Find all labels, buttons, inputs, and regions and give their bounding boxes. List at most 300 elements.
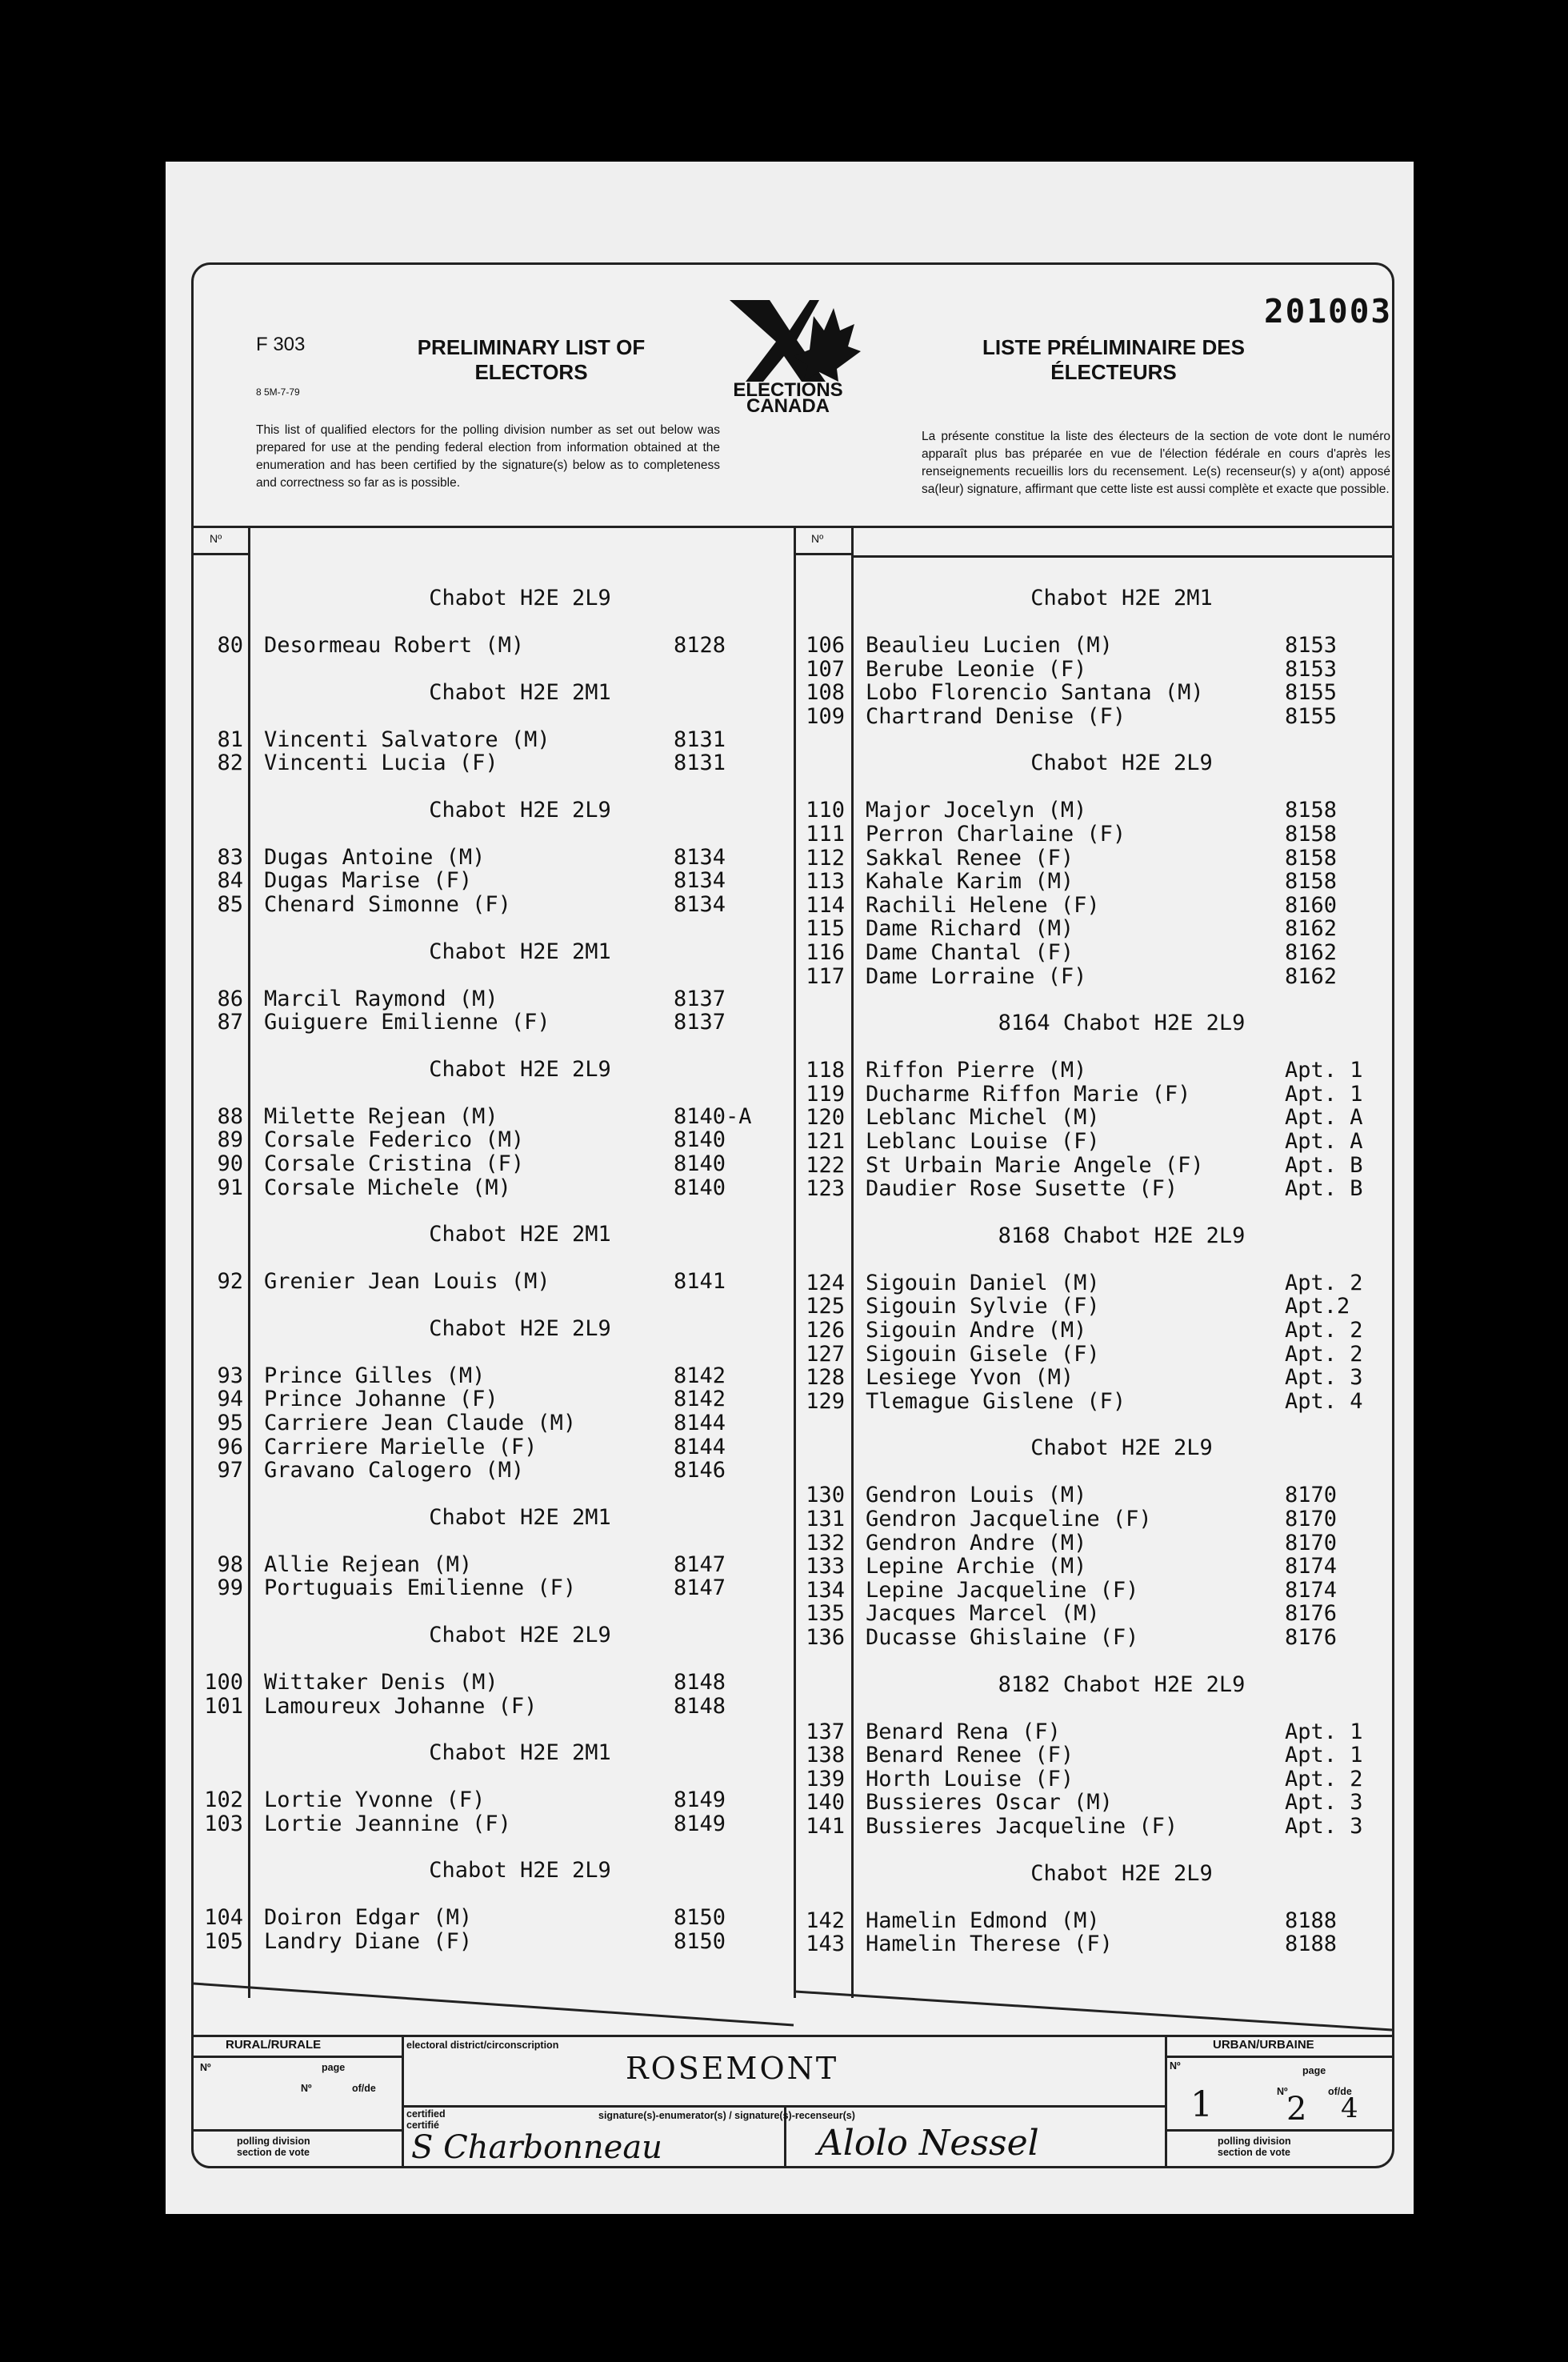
elector-number: 107 (806, 656, 845, 682)
elector-row (795, 1626, 1392, 1650)
certified-label-2: certifié (406, 2120, 439, 2131)
elector-address: 8148 (674, 1670, 726, 1695)
footer-rural-bottom (194, 2129, 403, 2132)
elector-address: Apt. B (1285, 1176, 1363, 1202)
elector-number: 81 (217, 727, 243, 752)
rural-no-label: Nº (200, 2062, 211, 2073)
title-french: LISTE PRÉLIMINAIRE DES ÉLECTEURS (982, 335, 1245, 384)
district-label: electoral district/circonscription (406, 2040, 559, 2051)
elector-name: Sigouin Daniel (M) (866, 1270, 1100, 1295)
elector-name: St Urbain Marie Angele (F) (866, 1152, 1204, 1178)
elector-address: 8188 (1285, 1932, 1338, 1957)
elector-address: 8174 (1285, 1577, 1338, 1603)
elector-name: Gravano Calogero (M) (264, 1458, 525, 1483)
elector-address: 8158 (1285, 822, 1338, 847)
elector-number: 130 (806, 1483, 845, 1508)
intro-english: This list of qualified electors for the polling division number as set out below was prepared for use at the pending federal election from information obtained at the enumeration and has been certified by the signature(s) below as to completeness and correctness so far as is possible. (256, 423, 720, 490)
elector-name: Sigouin Gisele (F) (866, 1341, 1100, 1367)
elector-name: Kahale Karim (M) (866, 869, 1074, 895)
elector-address: 8153 (1285, 633, 1338, 658)
elector-row (795, 1106, 1392, 1130)
elector-row (194, 1553, 792, 1577)
street-heading: Chabot H2E 2L9 (1030, 1435, 1213, 1461)
elector-row (795, 1602, 1392, 1626)
urban-page-no-label: Nº (1277, 2086, 1288, 2097)
elector-row (795, 1531, 1392, 1555)
elector-number: 143 (806, 1932, 845, 1957)
col-no-label-right: Nº (811, 532, 824, 545)
elector-address: 8170 (1285, 1507, 1338, 1531)
elector-address: Apt. A (1285, 1105, 1363, 1131)
elector-address: 8134 (674, 844, 726, 870)
elector-row (795, 1932, 1392, 1956)
elector-row (795, 1507, 1392, 1531)
table-top-rule (194, 526, 1392, 528)
elector-number: 93 (217, 1363, 243, 1388)
elector-row (194, 1176, 792, 1200)
logo-text-elections: ELECTIONS (733, 379, 843, 401)
serial-number: 201003 (1264, 292, 1393, 330)
elector-name: Ducasse Ghislaine (F) (866, 1625, 1139, 1650)
urban-label: URBAN/URBAINE (1213, 2038, 1314, 2052)
elector-number: 90 (217, 1151, 243, 1176)
elector-address: 8148 (674, 1693, 726, 1719)
elector-name: Chenard Simonne (F) (264, 892, 511, 917)
street-heading: Chabot H2E 2M1 (429, 679, 611, 705)
elector-row (795, 1154, 1392, 1178)
elector-name: Prince Johanne (F) (264, 1387, 498, 1412)
elector-name: Landry Diane (F) (264, 1929, 473, 1954)
elector-name: Doiron Edgar (M) (264, 1905, 473, 1931)
elector-name: Lamoureux Johanne (F) (264, 1693, 538, 1719)
elector-number: 139 (806, 1766, 845, 1792)
elector-address: 8140 (674, 1175, 726, 1200)
elector-address: 8144 (674, 1411, 726, 1435)
elector-name: Marcil Raymond (M) (264, 986, 498, 1011)
urban-no-value: 1 (1190, 2084, 1213, 2125)
elector-name: Desormeau Robert (M) (264, 633, 525, 658)
elector-row (194, 634, 792, 658)
urban-page-value: 2 (1286, 2091, 1307, 2128)
elector-address: 8188 (1285, 1908, 1338, 1933)
elector-row (194, 1387, 792, 1411)
elector-address: 8150 (674, 1929, 726, 1954)
elector-address: 8137 (674, 986, 726, 1011)
elector-name: Gendron Andre (M) (866, 1530, 1087, 1555)
elector-address: 8153 (1285, 656, 1338, 682)
street-heading: Chabot H2E 2L9 (429, 1315, 611, 1341)
street-heading: Chabot H2E 2L9 (429, 586, 611, 611)
elector-number: 118 (806, 1058, 845, 1083)
elector-address: Apt. 1 (1285, 1719, 1363, 1744)
elector-address: 8170 (1285, 1530, 1338, 1555)
rural-page-no-label: Nº (301, 2083, 312, 2094)
elector-address: 8137 (674, 1010, 726, 1035)
elector-address: 8140-A (674, 1103, 752, 1129)
elector-address: 8162 (1285, 940, 1338, 965)
elector-row (194, 1671, 792, 1695)
elector-address: 8140 (674, 1127, 726, 1153)
elector-number: 103 (204, 1811, 243, 1836)
elector-row (194, 1152, 792, 1176)
elector-address: 8134 (674, 892, 726, 917)
elector-name: Gendron Louis (M) (866, 1483, 1087, 1508)
elector-name: Beaulieu Lucien (M) (866, 633, 1113, 658)
elector-address: 8134 (674, 868, 726, 894)
footer-top-rule (194, 2035, 1392, 2037)
elector-name: Perron Charlaine (F) (866, 822, 1126, 847)
elector-address: Apt. 3 (1285, 1790, 1363, 1816)
document-page (166, 162, 1414, 2214)
elector-name: Gendron Jacqueline (F) (866, 1507, 1152, 1531)
elector-name: Lortie Jeannine (F) (264, 1811, 511, 1836)
no-header-rule-right (795, 553, 853, 555)
elector-number: 122 (806, 1152, 845, 1178)
elector-address: 8149 (674, 1788, 726, 1813)
elector-row (795, 894, 1392, 918)
elector-number: 106 (806, 633, 845, 658)
elector-address: 8142 (674, 1387, 726, 1412)
elector-name: Prince Gilles (M) (264, 1363, 486, 1388)
elector-row (194, 893, 792, 917)
elector-name: Jacques Marcel (M) (866, 1601, 1100, 1627)
elector-name: Corsale Federico (M) (264, 1127, 525, 1153)
elector-row (795, 1390, 1392, 1414)
rural-page-label: page (322, 2062, 346, 2073)
elector-number: 132 (806, 1530, 845, 1555)
elector-name: Benard Rena (F) (866, 1719, 1061, 1744)
elector-row (194, 1364, 792, 1388)
elector-name: Berube Leonie (F) (866, 656, 1087, 682)
elector-number: 110 (806, 798, 845, 823)
elector-row (194, 1011, 792, 1035)
elector-name: Bussieres Oscar (M) (866, 1790, 1113, 1816)
elector-name: Major Jocelyn (M) (866, 798, 1087, 823)
elector-name: Dugas Marise (F) (264, 868, 473, 894)
elector-row (795, 1579, 1392, 1603)
elector-address: 8146 (674, 1458, 726, 1483)
elector-number: 94 (217, 1387, 243, 1412)
elector-row (795, 705, 1392, 729)
elector-row (795, 1791, 1392, 1815)
elector-number: 116 (806, 940, 845, 965)
certified-label-1: certified (406, 2108, 446, 2120)
elector-address: Apt. A (1285, 1129, 1363, 1154)
street-heading: Chabot H2E 2L9 (1030, 1860, 1213, 1886)
elector-number: 100 (204, 1670, 243, 1695)
elector-name: Carriere Jean Claude (M) (264, 1411, 577, 1435)
elector-address: 8158 (1285, 869, 1338, 895)
elector-row (795, 1366, 1392, 1390)
urban-polling-label-2: section de vote (1218, 2147, 1290, 2158)
elector-address: 8155 (1285, 680, 1338, 706)
elector-address: 8158 (1285, 798, 1338, 823)
form-frame (191, 262, 1394, 2168)
elector-row (795, 941, 1392, 965)
elector-address: Apt. 4 (1285, 1388, 1363, 1414)
elector-row (795, 917, 1392, 941)
elector-number: 87 (217, 1010, 243, 1035)
elector-name: Vincenti Salvatore (M) (264, 727, 550, 752)
elector-row (194, 1812, 792, 1836)
elector-address: 8131 (674, 727, 726, 752)
form-number: F 303 (256, 334, 306, 355)
elector-number: 111 (806, 822, 845, 847)
elector-number: 134 (806, 1577, 845, 1603)
elector-address: 8147 (674, 1575, 726, 1601)
elector-address: 8176 (1285, 1601, 1338, 1627)
street-heading: Chabot H2E 2L9 (429, 1056, 611, 1082)
street-heading: Chabot H2E 2M1 (429, 1740, 611, 1766)
elector-address: 8142 (674, 1363, 726, 1388)
elector-row (194, 1270, 792, 1294)
elector-number: 92 (217, 1269, 243, 1295)
elector-address: 8162 (1285, 963, 1338, 989)
elector-address: Apt. 3 (1285, 1814, 1363, 1839)
elector-address: 8176 (1285, 1625, 1338, 1650)
elector-row (795, 1295, 1392, 1319)
elector-row (795, 1059, 1392, 1083)
elector-row (795, 1815, 1392, 1839)
elector-number: 112 (806, 845, 845, 871)
elector-row (795, 681, 1392, 705)
elector-number: 82 (217, 751, 243, 776)
elector-name: Sigouin Andre (M) (866, 1318, 1087, 1343)
rural-polling-label-1: polling division (237, 2136, 310, 2147)
no-header-rule-left (194, 553, 250, 555)
elector-address: 8158 (1285, 845, 1338, 871)
street-heading: Chabot H2E 2M1 (429, 939, 611, 964)
elector-name: Dame Richard (M) (866, 916, 1074, 942)
elector-row (795, 1720, 1392, 1744)
elector-number: 85 (217, 892, 243, 917)
elector-row (795, 1909, 1392, 1933)
elector-number: 101 (204, 1693, 243, 1719)
elector-name: Horth Louise (F) (866, 1766, 1074, 1792)
elector-name: Allie Rejean (M) (264, 1551, 473, 1577)
elector-name: Leblanc Michel (M) (866, 1105, 1100, 1131)
urban-of-label: of/de (1328, 2086, 1352, 2097)
elector-address: Apt. 2 (1285, 1341, 1363, 1367)
elector-name: Milette Rejean (M) (264, 1103, 498, 1129)
urban-polling-label-1: polling division (1218, 2136, 1291, 2147)
elector-row (194, 751, 792, 775)
signature-one: S Charbonneau (411, 2129, 662, 2166)
elector-name: Leblanc Louise (F) (866, 1129, 1100, 1154)
elector-address: Apt. 2 (1285, 1766, 1363, 1792)
elector-row (795, 634, 1392, 658)
elector-number: 117 (806, 963, 845, 989)
footer-urban-bottom (1165, 2129, 1392, 2132)
elector-address: Apt. 2 (1285, 1318, 1363, 1343)
urban-page-label: page (1302, 2065, 1326, 2076)
elector-row (795, 1083, 1392, 1107)
elector-address: Apt. 1 (1285, 1743, 1363, 1768)
elector-row (795, 799, 1392, 823)
elector-number: 96 (217, 1434, 243, 1459)
elector-number: 142 (806, 1908, 845, 1933)
list-right-top-rule (851, 555, 1392, 558)
elector-name: Hamelin Edmond (M) (866, 1908, 1100, 1933)
street-heading: Chabot H2E 2M1 (429, 1504, 611, 1530)
elector-address: 8131 (674, 751, 726, 776)
elector-number: 129 (806, 1388, 845, 1414)
elector-number: 102 (204, 1788, 243, 1813)
elector-number: 128 (806, 1365, 845, 1391)
elector-number: 80 (217, 633, 243, 658)
elector-row (194, 846, 792, 870)
elector-address: Apt. B (1285, 1152, 1363, 1178)
elector-name: Dugas Antoine (M) (264, 844, 486, 870)
col-no-label-left: Nº (210, 532, 222, 545)
elector-number: 95 (217, 1411, 243, 1435)
elector-row (795, 870, 1392, 894)
elector-name: Portuguais Emilienne (F) (264, 1575, 577, 1601)
elector-number: 108 (806, 680, 845, 706)
elector-row (795, 1343, 1392, 1367)
elector-address: Apt. 3 (1285, 1365, 1363, 1391)
elector-row (194, 1435, 792, 1459)
footer-urban-rule (1165, 2056, 1392, 2058)
elector-row (194, 987, 792, 1011)
elector-number: 97 (217, 1458, 243, 1483)
elector-row (795, 1767, 1392, 1792)
rural-of-label: of/de (352, 2083, 376, 2094)
elector-row (194, 728, 792, 752)
elector-name: Vincenti Lucia (F) (264, 751, 498, 776)
form-version: 8 5M-7-79 (256, 386, 300, 398)
elector-number: 131 (806, 1507, 845, 1531)
elector-number: 114 (806, 892, 845, 918)
elector-address: 8160 (1285, 892, 1338, 918)
elector-name: Rachili Helene (F) (866, 892, 1100, 918)
rural-label: RURAL/RURALE (226, 2038, 322, 2052)
elector-address: 8147 (674, 1551, 726, 1577)
elector-name: Benard Renee (F) (866, 1743, 1074, 1768)
elector-name: Tlemague Gislene (F) (866, 1388, 1126, 1414)
closing-lines (194, 1977, 1392, 2041)
street-heading: Chabot H2E 2L9 (429, 797, 611, 823)
elector-number: 120 (806, 1105, 845, 1131)
elector-number: 88 (217, 1103, 243, 1129)
elector-number: 109 (806, 703, 845, 729)
street-heading: 8168 Chabot H2E 2L9 (998, 1223, 1246, 1248)
title-english: PRELIMINARY LIST OF ELECTORS (417, 335, 646, 384)
elector-number: 137 (806, 1719, 845, 1744)
elector-row (194, 1105, 792, 1129)
elector-number: 113 (806, 869, 845, 895)
street-heading: Chabot H2E 2L9 (429, 1623, 611, 1647)
elector-name: Guiguere Emilienne (F) (264, 1010, 550, 1035)
elector-address: 8128 (674, 633, 726, 658)
elector-name: Wittaker Denis (M) (264, 1670, 498, 1695)
elector-name: Daudier Rose Susette (F) (866, 1176, 1178, 1202)
elector-address: 8150 (674, 1905, 726, 1931)
elector-number: 119 (806, 1081, 845, 1107)
street-heading: Chabot H2E 2M1 (429, 1222, 611, 1247)
elector-row (795, 1130, 1392, 1154)
elector-number: 138 (806, 1743, 845, 1768)
elector-address: 8141 (674, 1269, 726, 1295)
elections-canada-logo (714, 292, 862, 412)
elector-name: Chartrand Denise (F) (866, 703, 1126, 729)
elector-number: 133 (806, 1554, 845, 1579)
elector-row (194, 869, 792, 893)
footer-rural-rule (194, 2056, 403, 2058)
signature-label: signature(s)-enumerator(s) / signature(s)-recenseur(s) (598, 2110, 855, 2121)
elector-row (795, 1177, 1392, 1201)
street-heading: Chabot H2E 2M1 (1030, 586, 1213, 611)
elector-number: 136 (806, 1625, 845, 1650)
elector-address: 8144 (674, 1434, 726, 1459)
elector-name: Grenier Jean Louis (M) (264, 1269, 550, 1295)
elector-number: 99 (217, 1575, 243, 1601)
elector-number: 140 (806, 1790, 845, 1816)
signature-two: Alolo Nessel (818, 2123, 1039, 2164)
elector-row (795, 823, 1392, 847)
elector-number: 126 (806, 1318, 845, 1343)
elector-address: 8174 (1285, 1554, 1338, 1579)
elector-row (194, 1695, 792, 1719)
elector-number: 104 (204, 1905, 243, 1931)
elector-address: 8170 (1285, 1483, 1338, 1508)
elector-number: 141 (806, 1814, 845, 1839)
elector-name: Lesiege Yvon (M) (866, 1365, 1074, 1391)
elector-row (795, 1319, 1392, 1343)
footer-urban-divider (1165, 2035, 1167, 2166)
elector-number: 123 (806, 1176, 845, 1202)
elector-name: Ducharme Riffon Marie (F) (866, 1081, 1191, 1107)
elector-number: 83 (217, 844, 243, 870)
elector-row (795, 1271, 1392, 1295)
elector-row (194, 1411, 792, 1435)
elector-address: 8140 (674, 1151, 726, 1176)
elector-number: 91 (217, 1175, 243, 1200)
district-value: ROSEMONT (626, 2051, 839, 2086)
elector-row (194, 1576, 792, 1600)
elector-row (795, 1483, 1392, 1507)
elector-name: Lepine Archie (M) (866, 1554, 1087, 1579)
elector-address: Apt.2 (1285, 1294, 1350, 1319)
elector-name: Lortie Yvonne (F) (264, 1788, 486, 1813)
street-heading: 8182 Chabot H2E 2L9 (998, 1671, 1246, 1697)
elector-address: 8162 (1285, 916, 1338, 942)
elector-name: Sigouin Sylvie (F) (866, 1294, 1100, 1319)
elector-address: Apt. 2 (1285, 1270, 1363, 1295)
elector-name: Dame Lorraine (F) (866, 963, 1087, 989)
elector-number: 98 (217, 1551, 243, 1577)
elector-address: Apt. 1 (1285, 1081, 1363, 1107)
elector-row (795, 965, 1392, 989)
elector-row (795, 847, 1392, 871)
urban-no-label: Nº (1170, 2060, 1181, 2072)
elector-name: Hamelin Therese (F) (866, 1932, 1113, 1957)
elector-row (194, 1906, 792, 1930)
elector-name: Bussieres Jacqueline (F) (866, 1814, 1178, 1839)
elector-number: 115 (806, 916, 845, 942)
elector-number: 124 (806, 1270, 845, 1295)
elector-name: Corsale Michele (M) (264, 1175, 511, 1200)
elector-address: Apt. 1 (1285, 1058, 1363, 1083)
elector-row (194, 1459, 792, 1483)
elector-number: 84 (217, 868, 243, 894)
urban-of-value: 4 (1341, 2092, 1358, 2124)
elector-row (795, 1555, 1392, 1579)
elector-name: Dame Chantal (F) (866, 940, 1074, 965)
rural-polling-label-2: section de vote (237, 2147, 310, 2158)
elector-row (795, 658, 1392, 682)
elector-number: 105 (204, 1929, 243, 1954)
